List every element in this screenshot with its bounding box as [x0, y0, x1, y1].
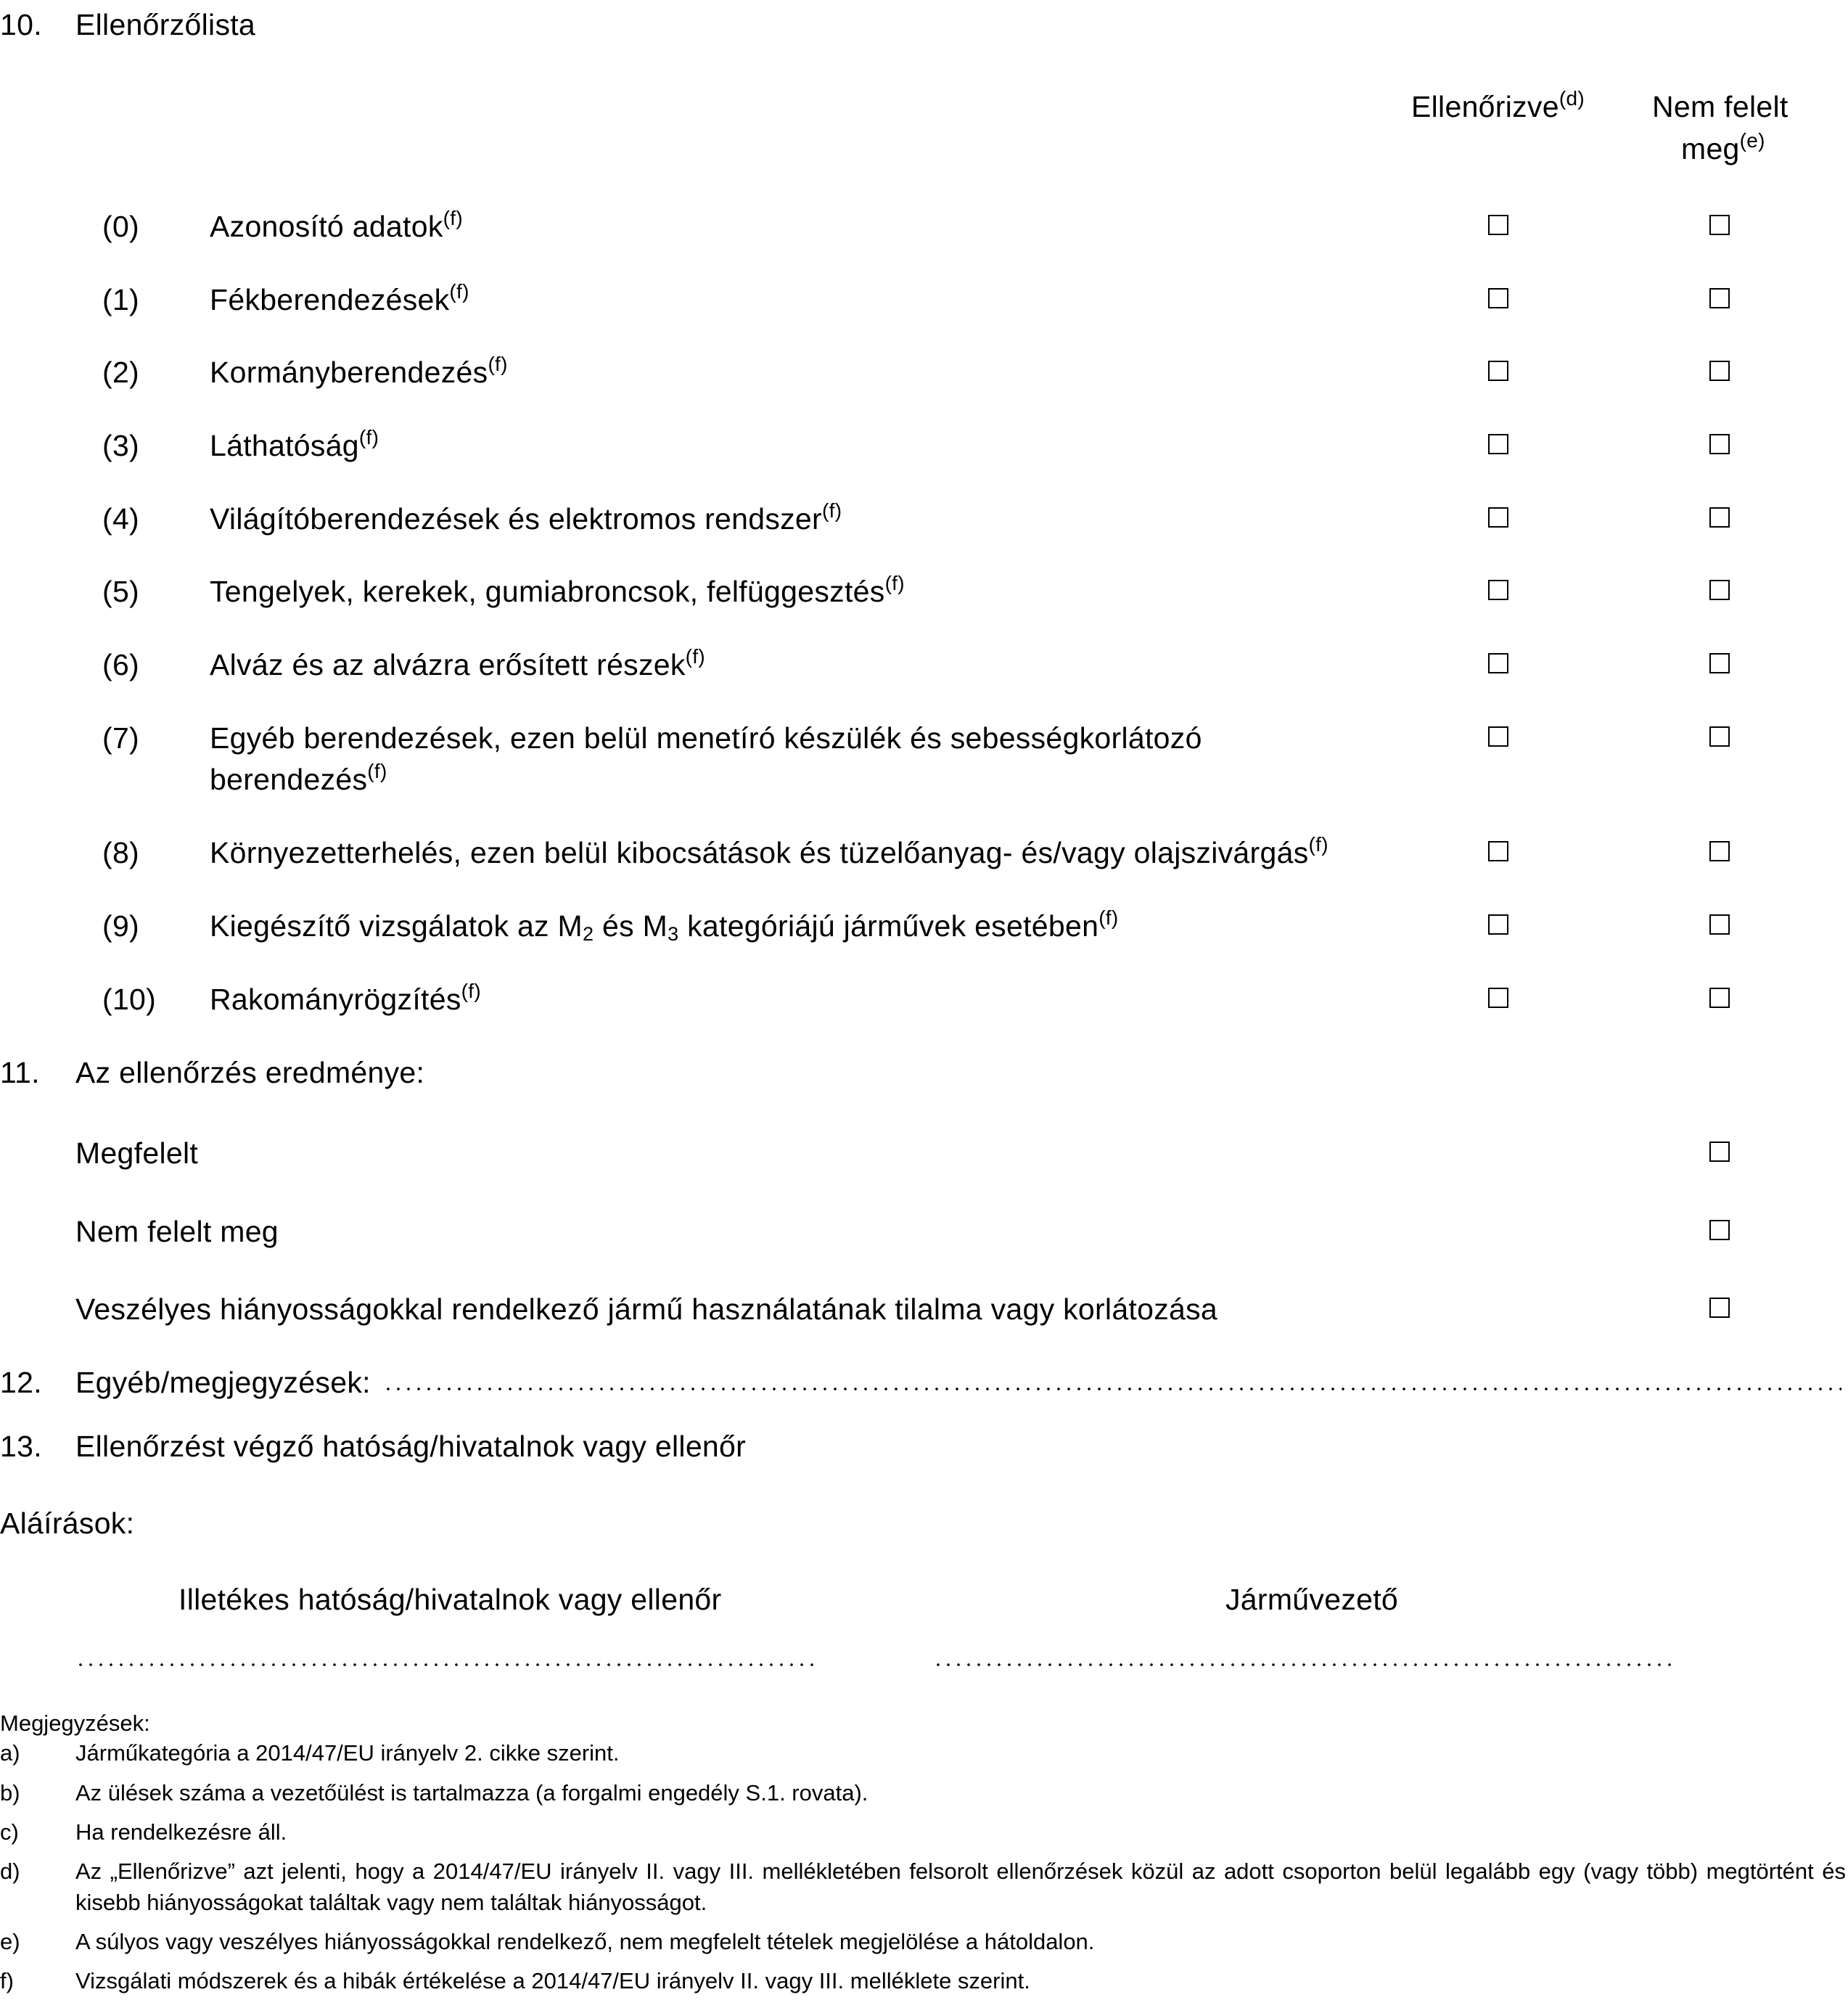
checklist-failed-checkbox[interactable]	[1709, 988, 1730, 1008]
signature-driver-line[interactable]	[933, 1663, 1677, 1666]
checklist-checked-checkbox[interactable]	[1488, 434, 1508, 454]
checklist-item-number: (9)	[102, 909, 140, 943]
checklist-checked-checkbox[interactable]	[1488, 653, 1508, 673]
signature-authority-line[interactable]	[75, 1663, 819, 1666]
checklist-checked-checkbox[interactable]	[1488, 914, 1508, 935]
note-text: Az „Ellenőrizve” azt jelenti, hogy a 2014/47/EU irányelv II. vagy III. mellékletében felsorolt ellenőrzések közül az adott csoporton belül legalább egy (vagy több) megtörtént és kisebb hiányosságokat találtak vagy nem találtak hiányosságot.	[75, 1858, 1846, 1915]
checklist-item-label: Rakományrögzítés$^{(f)}$	[210, 980, 481, 1016]
remarks-fill-line[interactable]	[383, 1388, 1841, 1390]
result-prohibited-checkbox[interactable]	[1709, 1298, 1730, 1318]
checklist-item-label: Alváz és az alvázra erősített részek$^{(f)}$	[210, 645, 705, 681]
checklist-checked-checkbox[interactable]	[1488, 215, 1508, 235]
note-text: Ha rendelkezésre áll.	[75, 1819, 287, 1845]
checklist-failed-checkbox[interactable]	[1709, 580, 1730, 600]
checklist-item-number: (5)	[102, 575, 140, 608]
checklist-item-number: (1)	[102, 283, 140, 316]
checklist-checked-checkbox[interactable]	[1488, 988, 1508, 1008]
result-option-label: Nem felelt meg	[75, 1215, 279, 1248]
result-option-label: Megfelelt	[75, 1136, 199, 1170]
checklist-item-number: (7)	[102, 721, 140, 755]
checklist-failed-checkbox[interactable]	[1709, 726, 1730, 747]
checklist-item-label: Fékberendezések$^{(f)}$	[210, 280, 469, 316]
column-header-checked: Ellenőrizve$^{(d)}$	[1411, 87, 1585, 123]
checklist-checked-checkbox[interactable]	[1488, 288, 1508, 308]
checklist-checked-checkbox[interactable]	[1488, 580, 1508, 600]
checklist-item-label: Kormányberendezés$^{(f)}$	[210, 353, 508, 389]
note-letter: f)	[0, 1968, 14, 1993]
section-13-number: 13.	[0, 1430, 42, 1463]
note-text: A súlyos vagy veszélyes hiányosságokkal rendelkező, nem megfelelt tételek megjelölése a hátoldalon.	[75, 1929, 1095, 1954]
note-letter: a)	[0, 1740, 20, 1766]
checklist-item-number: (4)	[102, 502, 140, 536]
section-13-title: Ellenőrzést végző hatóság/hivatalnok vagy ellenőr	[75, 1430, 747, 1463]
note-letter: c)	[0, 1819, 19, 1845]
note-text: Az ülések száma a vezetőülést is tartalmazza (a forgalmi engedély S.1. rovata).	[75, 1780, 868, 1806]
section-10-title: Ellenőrzőlista	[75, 8, 256, 41]
note-text: Vizsgálati módszerek és a hibák értékelése a 2014/47/EU irányelv II. vagy III. melléklete szerint.	[75, 1968, 1030, 1993]
note-text: Járműkategória a 2014/47/EU irányelv 2. cikke szerint.	[75, 1740, 620, 1766]
checklist-item-number: (6)	[102, 648, 140, 681]
checklist-item-label: Láthatóság$^{(f)}$	[210, 426, 379, 462]
checklist-failed-checkbox[interactable]	[1709, 215, 1730, 235]
checklist-item-number: (8)	[102, 836, 140, 869]
result-passed-checkbox[interactable]	[1709, 1142, 1730, 1162]
result-failed-checkbox[interactable]	[1709, 1220, 1730, 1240]
checklist-item-label: Kiegészítő vizsgálatok az $M_2$ és $M_3$ kategóriájú járművek esetében$^{(f)}$	[210, 906, 1119, 945]
result-option-label: Veszélyes hiányosságokkal rendelkező jármű használatának tilalma vagy korlátozása	[75, 1292, 1218, 1326]
checklist-checked-checkbox[interactable]	[1488, 726, 1508, 747]
checklist-item-label-continued: berendezés$^{(f)}$	[210, 760, 387, 796]
note-letter: b)	[0, 1780, 20, 1806]
checklist-checked-checkbox[interactable]	[1488, 507, 1508, 528]
checklist-item-label: Egyéb berendezések, ezen belül menetíró készülék és sebességkorlátozó	[210, 721, 1202, 755]
checklist-item-number: (10)	[102, 983, 157, 1016]
checklist-checked-checkbox[interactable]	[1488, 841, 1508, 861]
checklist-checked-checkbox[interactable]	[1488, 361, 1508, 381]
section-11-title: Az ellenőrzés eredménye:	[75, 1056, 425, 1089]
checklist-failed-checkbox[interactable]	[1709, 653, 1730, 673]
signature-driver-label: Járművezető	[1225, 1583, 1399, 1616]
column-header-failed-line1: Nem felelt	[1652, 90, 1789, 123]
checklist-item-number: (0)	[102, 210, 140, 243]
note-letter: e)	[0, 1929, 20, 1954]
signatures-heading: Aláírások:	[0, 1507, 135, 1540]
section-12-number: 12.	[0, 1366, 42, 1399]
checklist-failed-checkbox[interactable]	[1709, 914, 1730, 935]
checklist-failed-checkbox[interactable]	[1709, 288, 1730, 308]
checklist-item-label: Azonosító adatok$^{(f)}$	[210, 207, 463, 243]
signature-authority-label: Illetékes hatóság/hivatalnok vagy ellenőr	[178, 1583, 722, 1616]
section-11-number: 11.	[0, 1056, 40, 1089]
checklist-failed-checkbox[interactable]	[1709, 841, 1730, 861]
notes-heading: Megjegyzések:	[0, 1710, 150, 1736]
section-10-number: 10.	[0, 8, 42, 41]
checklist-item-label: Környezetterhelés, ezen belül kibocsátások és tüzelőanyag- és/vagy olajszivárgás$^{(f)}$	[210, 833, 1328, 869]
column-header-failed-line2: meg$^{(e)}$	[1681, 129, 1765, 165]
section-12-title: Egyéb/megjegyzések:	[75, 1366, 371, 1399]
checklist-item-label: Tengelyek, kerekek, gumiabroncsok, felfüggesztés$^{(f)}$	[210, 572, 905, 608]
checklist-failed-checkbox[interactable]	[1709, 507, 1730, 528]
checklist-item-label: Világítóberendezések és elektromos rendszer$^{(f)}$	[210, 499, 842, 536]
checklist-failed-checkbox[interactable]	[1709, 361, 1730, 381]
note-letter: d)	[0, 1858, 20, 1884]
checklist-failed-checkbox[interactable]	[1709, 434, 1730, 454]
checklist-item-number: (3)	[102, 429, 140, 462]
checklist-item-number: (2)	[102, 356, 140, 389]
